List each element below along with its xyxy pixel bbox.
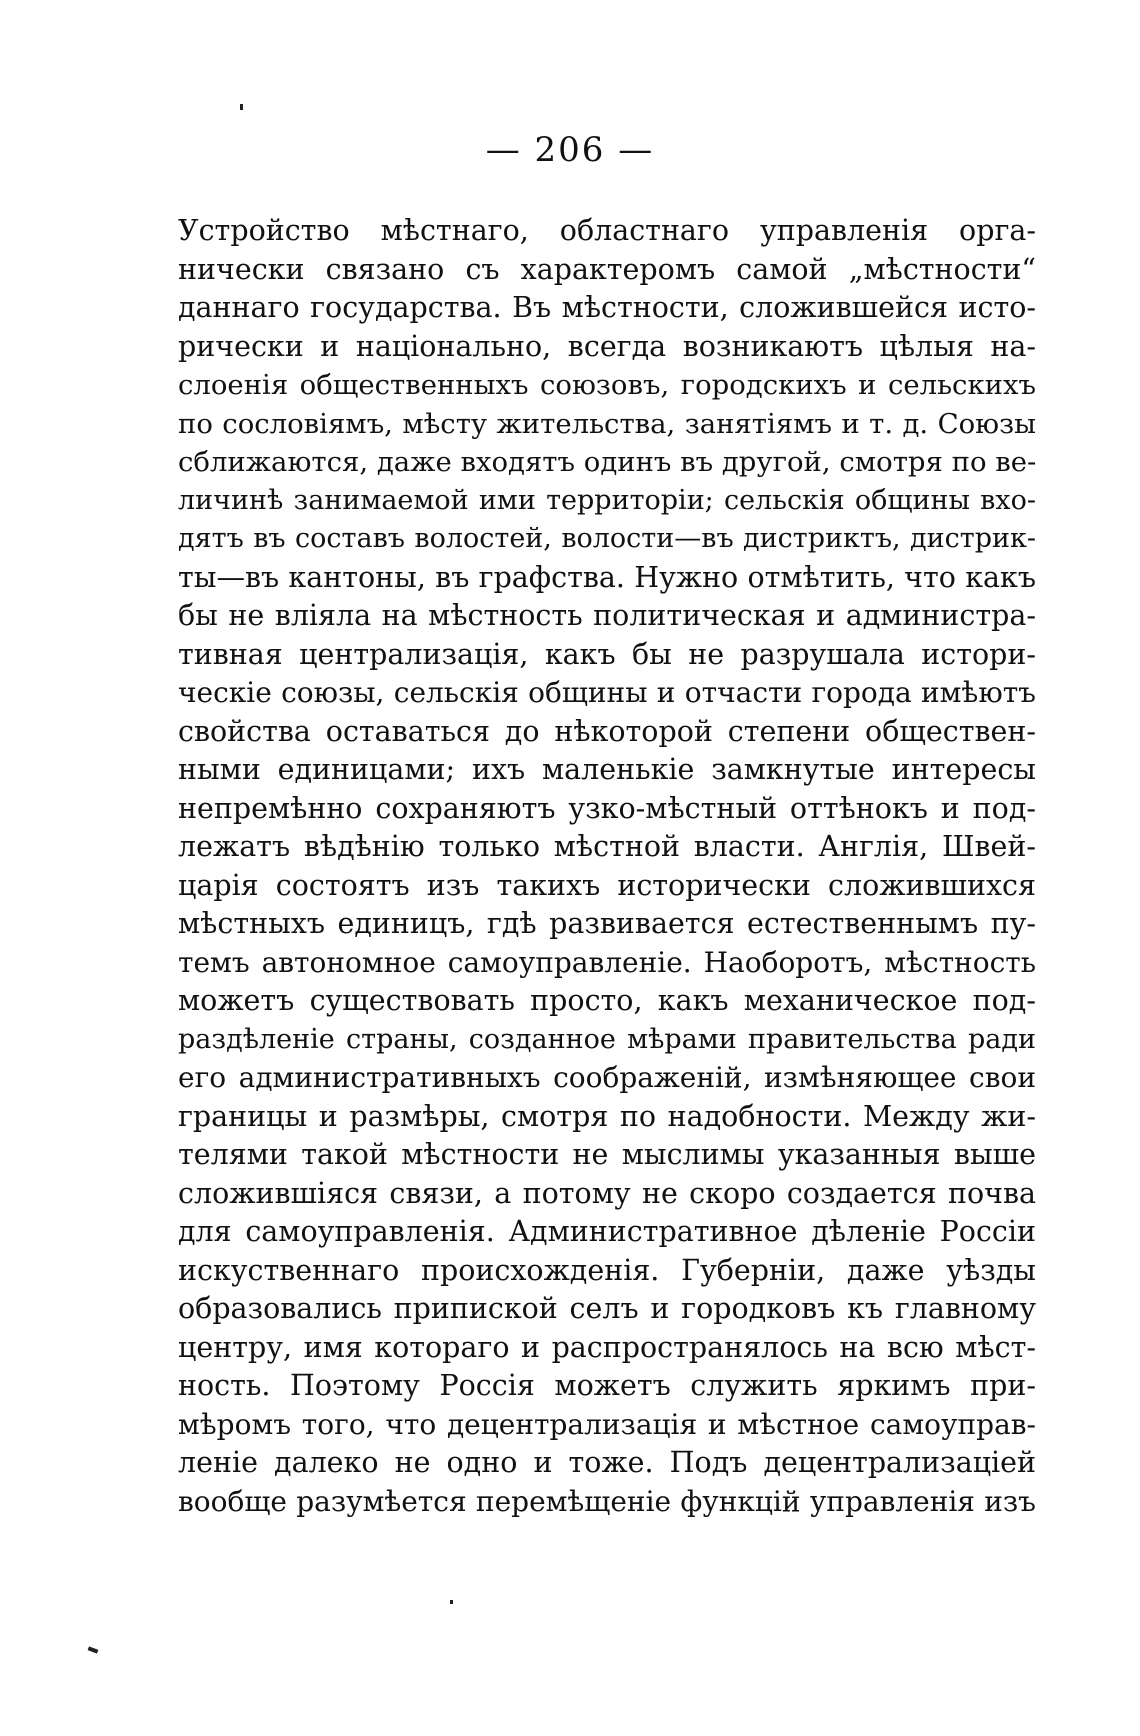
text-line: вообще разумѣется перемѣщеніе функцій управленія изъ [178, 1484, 1036, 1518]
text-line: дятъ въ составъ волостей, волости—въ дистриктъ, дистрик- [178, 523, 1036, 554]
text-line: даннаго государства. Въ мѣстности, сложившейся исто- [178, 291, 1036, 324]
text-line: ными единицами; ихъ маленькіе замкнутые интересы [178, 753, 1036, 786]
text-line: для самоуправленія. Административное дѣленіе Россіи [178, 1215, 1036, 1248]
text-line: свойства оставаться до нѣкоторой степени обществен- [178, 714, 1036, 748]
text-line: мѣромъ того, что децентрализація и мѣстное самоуправ- [178, 1407, 1036, 1441]
text-line: границы и размѣры, смотря по надобности. Между жи- [178, 1099, 1036, 1133]
text-line: царія состоятъ изъ такихъ исторически сложившихся [178, 868, 1036, 902]
text-line: раздѣленіе страны, созданное мѣрами правительства ради [178, 1023, 1036, 1055]
text-line: леніе далеко не одно и тоже. Подъ децентрализаціей [178, 1446, 1036, 1479]
text-line: слоенія общественныхъ союзовъ, городскихъ и сельскихъ [178, 369, 1036, 401]
text-line: личинѣ занимаемой ими территоріи; сельскія общины вхо- [178, 484, 1036, 516]
text-line: сближаются, даже входятъ одинъ въ другой, смотря по ве- [178, 446, 1036, 478]
text-line: тивная централизація, какъ бы не разрушала истори- [178, 637, 1036, 671]
text-line: мѣстныхъ единицъ, гдѣ развивается естественнымъ пу- [178, 907, 1036, 940]
text-line: можетъ существовать просто, какъ механическое под- [178, 984, 1036, 1017]
print-speck [240, 104, 243, 110]
text-line: по сословіямъ, мѣсту жительства, занятіямъ и т. д. Союзы [178, 407, 1036, 440]
print-speck [88, 1646, 99, 1653]
text-line: рически и національно, всегда возникаютъ цѣлыя на- [178, 329, 1036, 363]
body-text [178, 212, 1036, 1521]
page-number: — 206 — [485, 130, 655, 170]
text-line: ческіе союзы, сельскія общины и отчасти города имѣютъ [178, 676, 1036, 709]
text-line: Устройство мѣстнаго, областнаго управленія орга- [178, 214, 1036, 247]
text-line: центру, имя котораго и распространялось на всю мѣст- [178, 1330, 1036, 1364]
print-speck [450, 1600, 453, 1604]
text-line: сложившіяся связи, а потому не скоро создается почва [178, 1176, 1036, 1210]
text-line: искуственнаго происхожденія. Губерніи, даже уѣзды [178, 1253, 1036, 1287]
text-line: темъ автономное самоуправленіе. Наоборотъ, мѣстность [178, 945, 1036, 979]
text-line: лежатъ вѣдѣнію только мѣстной власти. Англія, Швей- [178, 830, 1036, 863]
text-line: ты—въ кантоны, въ графства. Нужно отмѣтить, что какъ [178, 560, 1036, 594]
text-line: ность. Поэтому Россія можетъ служить яркимъ при- [178, 1369, 1036, 1402]
text-line: образовались припиской селъ и городковъ къ главному [178, 1292, 1036, 1325]
text-line: непремѣнно сохраняютъ узко-мѣстный оттѣнокъ и под- [178, 791, 1036, 825]
text-line: телями такой мѣстности не мыслимы указанныя выше [178, 1138, 1036, 1171]
text-line: бы не вліяла на мѣстность политическая и администра- [178, 599, 1036, 632]
text-line: нически связано съ характеромъ самой „мѣстности“ [178, 252, 1036, 286]
text-line: его административныхъ соображеній, измѣняющее свои [178, 1061, 1036, 1094]
